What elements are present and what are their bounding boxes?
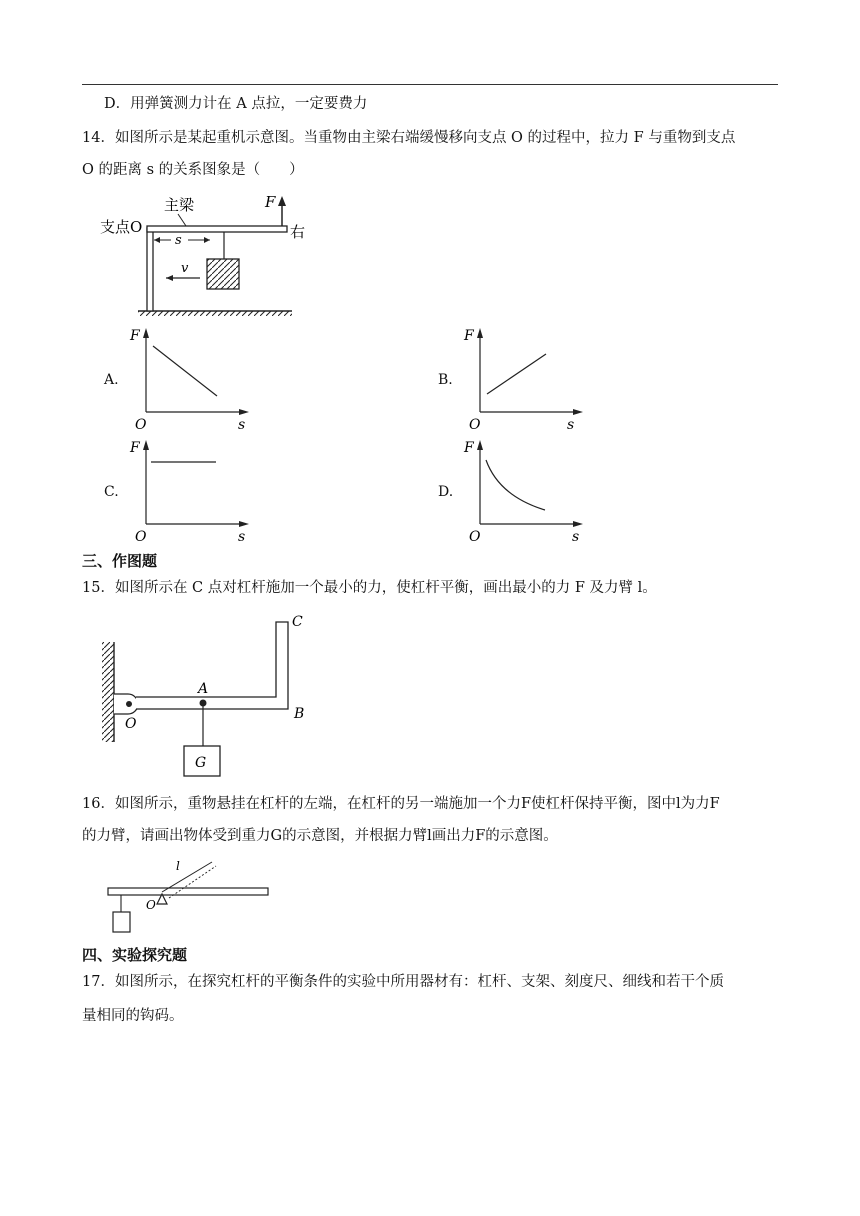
- q14-option-a-label[interactable]: A.: [104, 372, 119, 388]
- q15-label-c: C: [292, 614, 303, 630]
- q14-option-b-label[interactable]: B.: [438, 372, 453, 388]
- section-4-title: 四、实验探究题: [82, 946, 188, 964]
- q14-c-axis-x: s: [238, 529, 246, 545]
- q14-b-axis-x: s: [567, 417, 575, 433]
- crane-right-label: 右: [290, 223, 306, 241]
- q14-option-b-graph: [459, 322, 589, 434]
- q14-option-c-graph: [125, 434, 255, 546]
- q14-b-axis-y: F: [464, 328, 474, 344]
- q16-line2: 的力臂，请画出物体受到重力G的示意图，并根据力臂l画出力F的示意图。: [82, 828, 558, 844]
- q15-text: 15．如图所示在 C 点对杠杆施加一个最小的力，使杠杆平衡，画出最小的力 F 及力臂 l。: [82, 580, 657, 596]
- crane-distance-label: s: [175, 233, 182, 248]
- q14-a-axis-y: F: [130, 328, 140, 344]
- header-rule: [82, 84, 778, 85]
- q15-label-a: A: [198, 681, 209, 697]
- q13-option-d: D．用弹簧测力计在 A 点拉，一定要费力: [104, 96, 368, 112]
- q16-pivot-label: O: [146, 898, 156, 912]
- q15-label-o: O: [125, 716, 137, 732]
- q17-line2: 量相同的钩码。: [82, 1008, 184, 1024]
- q14-d-axis-y: F: [464, 440, 474, 456]
- crane-velocity-label: v: [181, 261, 189, 276]
- crane-beam-label: 主梁: [164, 196, 195, 214]
- q14-d-origin: O: [469, 529, 481, 545]
- q14-a-axis-x: s: [238, 417, 246, 433]
- crane-fulcrum-label: 支点O: [100, 218, 143, 236]
- q14-option-d-label[interactable]: D.: [438, 484, 454, 500]
- q14-b-origin: O: [469, 417, 481, 433]
- q14-option-a-graph: [125, 322, 255, 434]
- lever-figure-q15: [98, 612, 318, 782]
- q16-line1: 16．如图所示，重物悬挂在杠杆的左端，在杠杆的另一端施加一个力F使杠杆保持平衡，图中l为力F: [82, 796, 720, 812]
- q14-c-axis-y: F: [130, 440, 140, 456]
- q14-d-axis-x: s: [572, 529, 580, 545]
- q16-arm-label: l: [176, 859, 180, 873]
- section-3-title: 三、作图题: [82, 552, 158, 570]
- q14-option-c-label[interactable]: C.: [104, 484, 119, 500]
- q14-a-origin: O: [135, 417, 147, 433]
- q14-line2: O 的距离 s 的关系图象是（ ）: [82, 162, 304, 178]
- crane-diagram: [98, 190, 318, 325]
- q17-line1: 17．如图所示，在探究杠杆的平衡条件的实验中所用器材有：杠杆、支架、刻度尺、细线和若干个质: [82, 974, 724, 990]
- crane-force-label: F: [265, 193, 276, 211]
- q15-label-g: G: [195, 755, 207, 771]
- q15-label-b: B: [294, 706, 305, 722]
- q14-c-origin: O: [135, 529, 147, 545]
- q14-option-d-graph: [459, 434, 589, 546]
- q14-line1: 14．如图所示是某起重机示意图。当重物由主梁右端缓慢移向支点 O 的过程中，拉力 F 与重物到支点: [82, 130, 736, 146]
- lever-figure-q16: [104, 858, 274, 943]
